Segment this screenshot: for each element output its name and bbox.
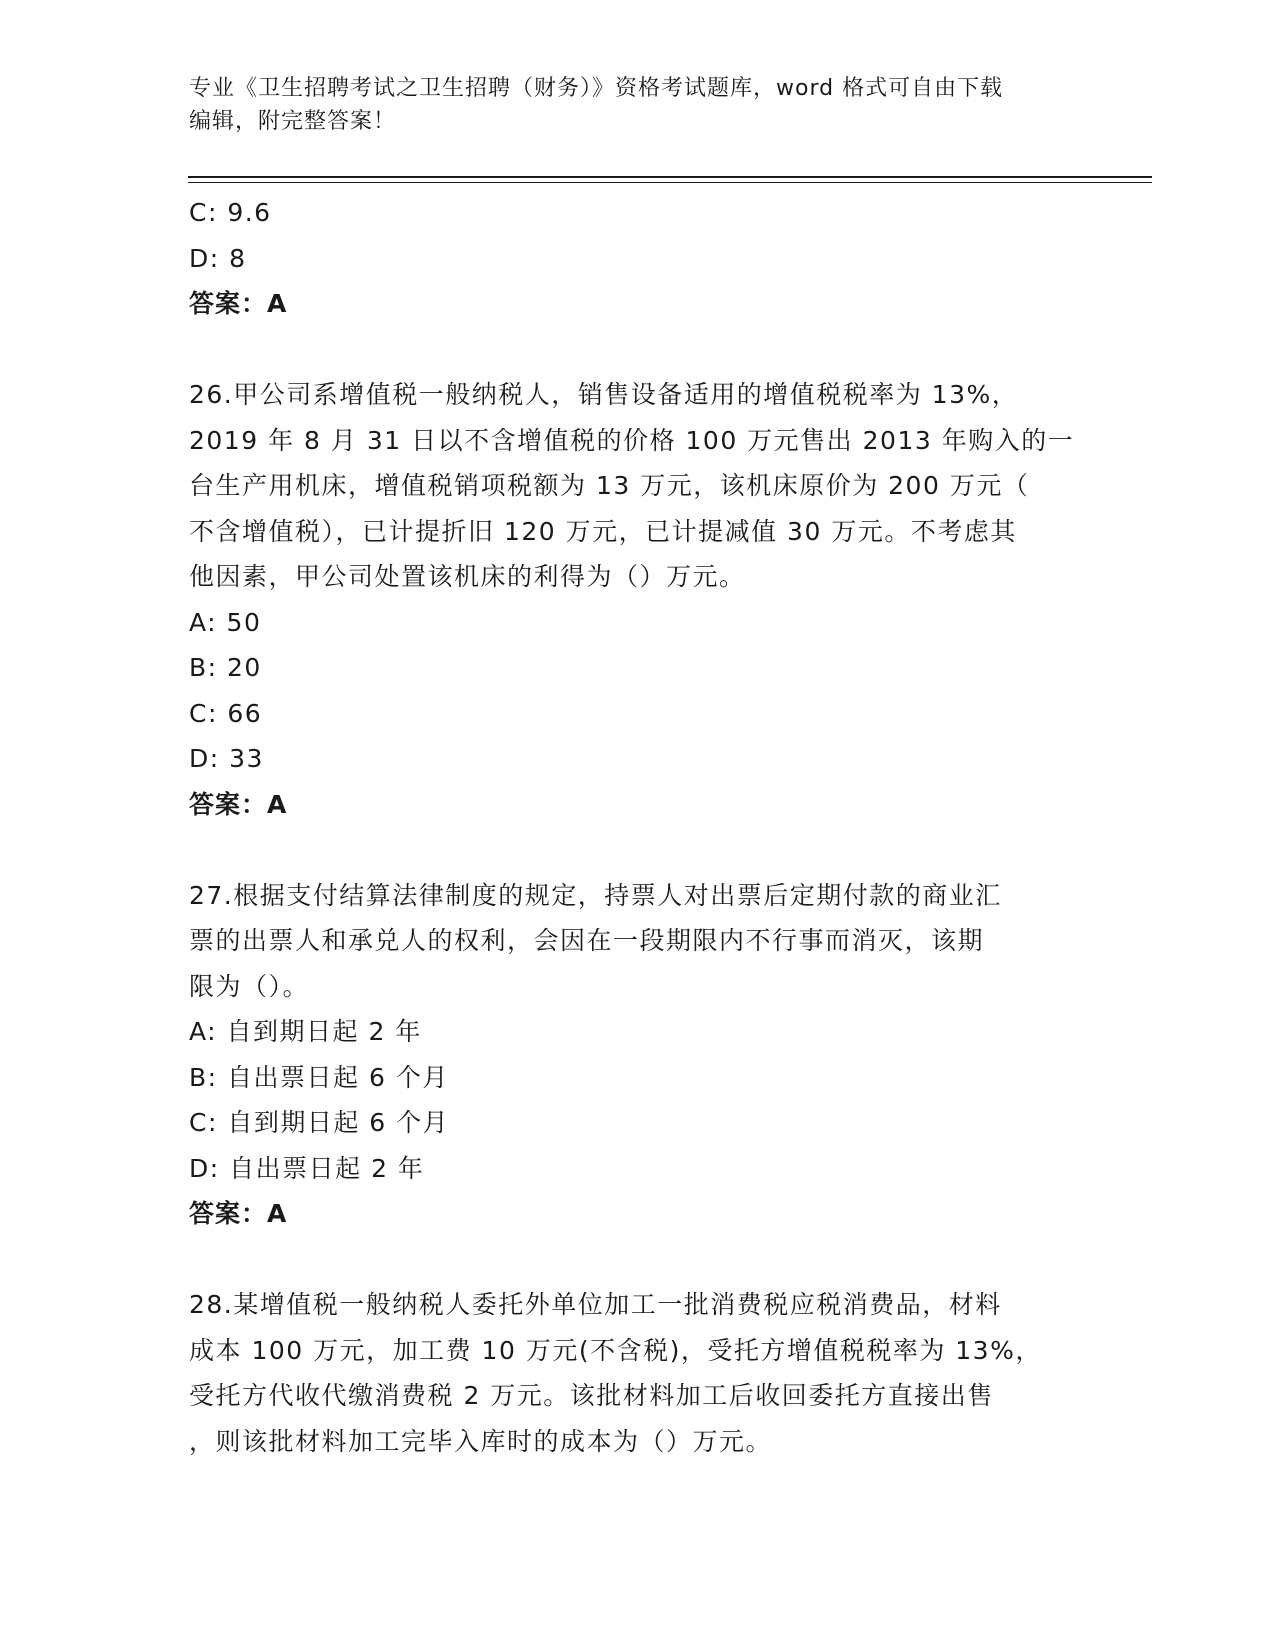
question-stem-line: 成本 100 万元，加工费 10 万元(不含税)，受托方增值税税率为 13%，	[189, 1335, 1042, 1365]
header-divider-thin	[188, 182, 1152, 183]
question-list	[189, 190, 1089, 1464]
answer-line: 答案：A	[189, 289, 288, 318]
option-b: B: 自出票日起 6 个月	[189, 1062, 449, 1092]
spacer	[189, 327, 1089, 373]
question-stem-line: 27.根据支付结算法律制度的规定，持票人对出票后定期付款的商业汇	[189, 880, 1002, 910]
header-line-1: 专业《卫生招聘考试之卫生招聘（财务）》资格考试题库，word 格式可自由下载	[189, 76, 1004, 101]
option-d: D: 自出票日起 2 年	[189, 1153, 425, 1183]
question-stem-line: 28.某增值税一般纳税人委托外单位加工一批消费税应税消费品，材料	[189, 1290, 1002, 1319]
question-25-tail	[189, 190, 1089, 327]
question-stem-line: 他因素，甲公司处置该机床的利得为（）万元。	[189, 562, 746, 591]
question-stem-line: 不含增值税），已计提折旧 120 万元，已计提减值 30 万元。不考虑其	[189, 516, 1017, 546]
answer-line: 答案：A	[189, 1199, 288, 1228]
question-stem-line: 台生产用机床，增值税销项税额为 13 万元，该机床原价为 200 万元（	[189, 471, 1030, 500]
option-a: A: 自到期日起 2 年	[189, 1017, 422, 1046]
question-stem-line: 受托方代收代缴消费税 2 万元。该批材料加工后收回委托方直接出售	[189, 1381, 994, 1410]
question-stem-line: 限为（）。	[189, 971, 310, 1001]
option-c: C: 9.6	[189, 198, 272, 227]
option-c: C: 66	[189, 698, 263, 728]
answer-line: 答案：A	[189, 789, 288, 819]
option-d: D: 33	[189, 744, 264, 773]
header-line-2: 编辑，附完整答案！	[189, 109, 397, 134]
option-c: C: 自到期日起 6 个月	[189, 1108, 450, 1137]
option-a: A: 50	[189, 607, 262, 637]
page-header	[189, 72, 1089, 138]
question-stem-line: 票的出票人和承兑人的权利，会因在一段期限内不行事而消灭，该期	[189, 926, 985, 955]
header-divider-thick	[188, 176, 1152, 178]
question-stem-line: ，则该批材料加工完毕入库时的成本为（）万元。	[189, 1426, 773, 1456]
question-stem-line: 26.甲公司系增值税一般纳税人，销售设备适用的增值税税率为 13%，	[189, 380, 1019, 409]
option-b: B: 20	[189, 653, 262, 682]
question-28	[189, 1282, 1089, 1464]
spacer	[189, 827, 1089, 873]
question-26	[189, 372, 1089, 827]
question-27	[189, 873, 1089, 1237]
question-stem-line: 2019 年 8 月 31 日以不含增值税的价格 100 万元售出 2013 年购入的一	[189, 425, 1075, 455]
spacer	[189, 1237, 1089, 1283]
option-d: D: 8	[189, 243, 247, 273]
